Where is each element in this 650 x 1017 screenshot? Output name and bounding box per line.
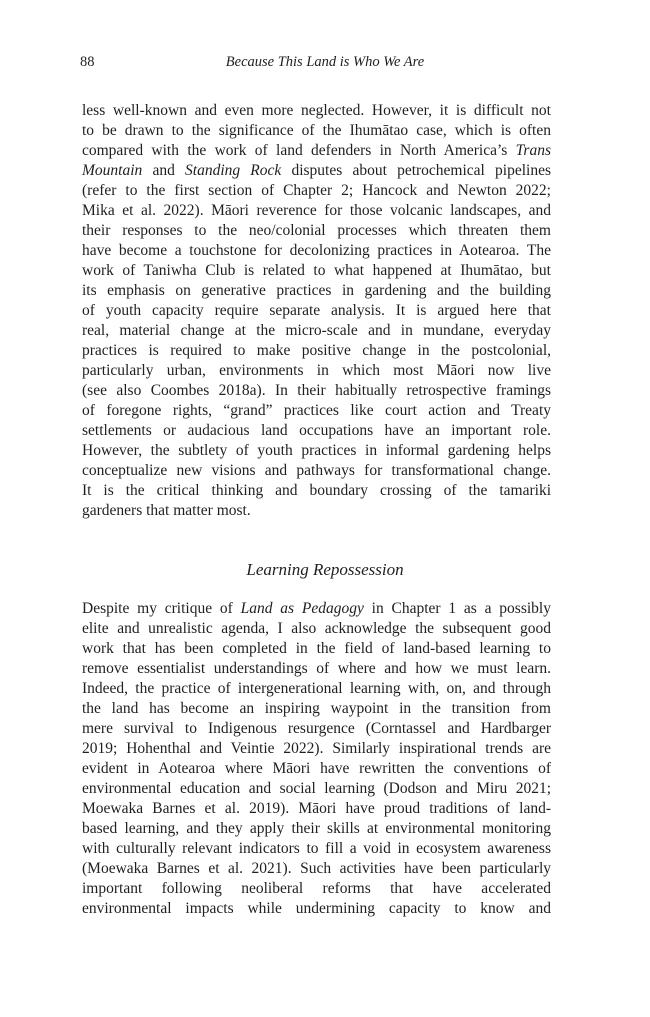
text-line: less well-known and even more neglected. However, it is difficult not [82,102,551,119]
text-line: to be drawn to the significance of the Ihumātao case, which is often [82,122,551,139]
text-run: Despite my critique of [82,600,241,617]
text-line: mere survival to Indigenous resurgence (Corntassel and Hardbarger [82,720,551,737]
text-line: with culturally relevant indicators to fill a void in ecosystem awareness [82,840,551,857]
text-line [82,599,551,619]
text-line: have become a touchstone for decolonizing practices in Aotearoa. The [82,242,551,259]
italic-title: Trans [515,142,551,159]
text-run: compared with the work of land defenders in North America’s [82,142,516,159]
text-line: their responses to the neo/colonial processes which threaten them [82,222,551,239]
text-run: and [142,162,186,179]
text-line: Moewaka Barnes et al. 2019). Māori have proud traditions of land- [82,800,551,817]
text-line: based learning, and they apply their skills at environmental monitoring [82,820,551,837]
text-run: in Chapter 1 as a possibly [363,600,551,617]
text-line: (Moewaka Barnes et al. 2021). Such activities have been particularly [82,860,551,877]
text-line: work that has been completed in the field of land-based learning to [82,640,551,657]
text-line: gardeners that matter most. [82,502,251,519]
text-line: (refer to the first section of Chapter 2; Hancock and Newton 2022; [82,182,551,199]
text-line: Indeed, the practice of intergenerational learning with, on, and through [82,680,551,697]
text-line: remove essentialist understandings of where and how we must learn. [82,660,551,677]
text-line: environmental education and social learning (Dodson and Miru 2021; [82,780,551,797]
text-line: 2019; Hohenthal and Veintie 2022). Similarly inspirational trends are [82,740,551,757]
text-line: environmental impacts while undermining capacity to know and [82,900,551,917]
text-line: Mika et al. 2022). Māori reverence for those volcanic landscapes, and [82,202,551,219]
running-title: Because This Land is Who We Are [225,54,425,70]
text-line: its emphasis on generative practices in gardening and the building [82,282,551,299]
body-paragraph-2 [82,599,551,919]
section-heading: Learning Repossession [246,560,404,579]
text-line: practices is required to make positive change in the postcolonial, [82,342,551,359]
text-line [82,141,551,161]
text-line: of foregone rights, “grand” practices like court action and Treaty [82,402,551,419]
text-line: It is the critical thinking and boundary crossing of the tamariki [82,482,551,499]
text-line: However, the subtlety of youth practices in informal gardening helps [82,442,551,459]
italic-title: Mountain [82,162,143,179]
text-line: real, material change at the micro-scale and in mundane, everyday [82,322,551,339]
italic-title: Land as Pedagogy [240,600,364,617]
text-line: elite and unrealistic agenda, I also acknowledge the subsequent good [82,620,551,637]
text-line: settlements or audacious land occupations have an important role. [82,422,551,439]
page-number: 88 [80,54,95,70]
text-line: of youth capacity require separate analysis. It is argued here that [82,302,551,319]
text-line: evident in Aotearoa where Māori have rewritten the conventions of [82,760,551,777]
text-line: (see also Coombes 2018a). In their habitually retrospective framings [82,382,551,399]
text-line: conceptualize new visions and pathways for transformational change. [82,462,551,479]
text-line [82,161,551,181]
text-line: important following neoliberal reforms that have accelerated [82,880,551,897]
text-line: particularly urban, environments in which most Māori now live [82,362,551,379]
text-run: disputes about petrochemical pipelines [281,162,551,179]
body-paragraph-1 [82,101,551,521]
text-line: work of Taniwha Club is related to what happened at Ihumātao, but [82,262,551,279]
text-line: the land has become an inspiring waypoint in the transition from [82,700,551,717]
italic-title: Standing Rock [185,162,282,179]
